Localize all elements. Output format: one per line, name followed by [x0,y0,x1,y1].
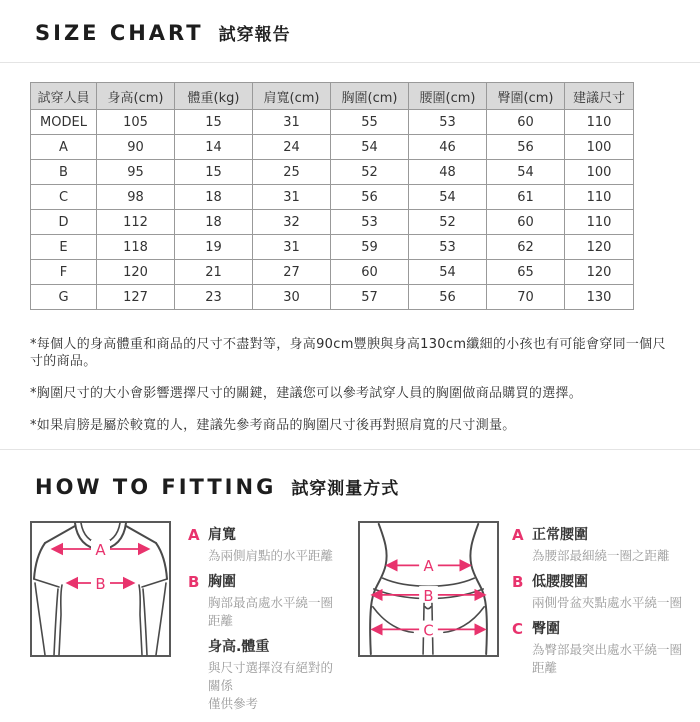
value-cell: 54 [409,260,487,285]
legend-body [208,574,343,630]
fitting-title [0,450,700,499]
legend-title: 臀圍 [532,621,560,637]
shirt-diagram [30,521,171,657]
value-cell: 24 [253,135,331,160]
value-cell: 19 [175,235,253,260]
size-table [30,82,634,310]
fitting-title-en: HOW TO FITTING [35,475,277,499]
size-chart-title [0,0,700,45]
legend-item [188,527,343,565]
value-cell: 120 [565,260,634,285]
value-cell: 52 [409,210,487,235]
legend-title: 低腰腰圍 [532,574,588,590]
legend-letter: A [188,526,200,544]
svg-text:C: C [423,622,434,640]
table-row [31,285,634,310]
tester-cell: E [31,235,97,260]
legend-body [208,639,343,713]
value-cell: 110 [565,210,634,235]
value-cell: 60 [487,210,565,235]
fitting-title-zh: 試穿測量方式 [291,479,400,499]
value-cell: 23 [175,285,253,310]
value-cell: 18 [175,185,253,210]
legend-description: 與尺寸選擇沒有絕對的關係 僅供參考 [208,660,334,711]
legend-description: 為腰部最細繞一圈之距離 [532,548,670,563]
value-cell: 90 [97,135,175,160]
value-cell: 25 [253,160,331,185]
legend-letter [188,639,208,713]
value-cell: 31 [253,235,331,260]
value-cell: 100 [565,160,634,185]
value-cell: 120 [97,260,175,285]
value-cell: 65 [487,260,565,285]
value-cell: 112 [97,210,175,235]
value-cell: 53 [331,210,409,235]
value-cell: 54 [331,135,409,160]
value-cell: 18 [175,210,253,235]
chest-width-arrow [68,574,133,593]
table-header-cell: 臀圍(cm) [487,83,565,110]
legend-description: 為兩側肩點的水平距離 [208,548,334,563]
footnotes [30,336,670,434]
value-cell: 31 [253,110,331,135]
legend-title: 身高.體重 [208,639,270,655]
tester-cell: MODEL [31,110,97,135]
legend-letter: C [512,620,524,638]
table-header-cell: 胸圍(cm) [331,83,409,110]
table-header-cell: 肩寬(cm) [253,83,331,110]
pants-diagram [358,521,499,657]
value-cell: 52 [331,160,409,185]
value-cell: 110 [565,185,634,210]
legend-description: 兩側骨盆夾點處水平繞一圈 [532,595,683,610]
value-cell: 70 [487,285,565,310]
value-cell: 110 [565,110,634,135]
value-cell: 14 [175,135,253,160]
value-cell: 54 [487,160,565,185]
svg-text:A: A [95,541,106,559]
legend-item [512,621,691,677]
table-row [31,210,634,235]
value-cell: 105 [97,110,175,135]
table-row [31,235,634,260]
legend-item [512,527,691,565]
value-cell: 127 [97,285,175,310]
footnote: *每個人的身高體重和商品的尺寸不盡對等，身高90cm豐腴與身高130cm纖細的小孩也有可能會穿同一個尺寸的商品。 [30,337,666,369]
value-cell: 61 [487,185,565,210]
tester-cell: D [31,210,97,235]
legend-letter: B [512,573,524,591]
value-cell: 60 [331,260,409,285]
legend-body [532,621,691,677]
fitting-diagrams-row [30,521,700,722]
value-cell: 98 [97,185,175,210]
value-cell: 46 [409,135,487,160]
value-cell: 15 [175,110,253,135]
value-cell: 53 [409,110,487,135]
divider-top [0,62,700,63]
legend-body [208,527,333,565]
value-cell: 27 [253,260,331,285]
pants-legend [499,521,691,686]
legend-body [532,574,682,612]
pants-illustration [360,523,497,655]
table-row [31,110,634,135]
value-cell: 62 [487,235,565,260]
table-row [31,135,634,160]
value-cell: 15 [175,160,253,185]
legend-title: 肩寬 [208,527,236,543]
value-cell: 53 [409,235,487,260]
table-header-cell: 體重(kg) [175,83,253,110]
svg-text:A: A [423,558,434,576]
size-chart-title-zh: 試穿報告 [218,25,291,45]
value-cell: 130 [565,285,634,310]
value-cell: 60 [487,110,565,135]
tester-cell: G [31,285,97,310]
value-cell: 21 [175,260,253,285]
shoulder-width-arrow [53,540,148,559]
svg-text:B: B [423,587,434,605]
value-cell: 56 [487,135,565,160]
value-cell: 59 [331,235,409,260]
legend-item [188,639,343,713]
value-cell: 31 [253,185,331,210]
value-cell: 57 [331,285,409,310]
value-cell: 54 [409,185,487,210]
tester-cell: B [31,160,97,185]
value-cell: 55 [331,110,409,135]
legend-title: 胸圍 [208,574,236,590]
tester-cell: C [31,185,97,210]
legend-body [532,527,670,565]
legend-description: 胸部最高處水平繞一圈距離 [208,595,334,628]
table-header-cell: 建議尺寸 [565,83,634,110]
shirt-legend [171,521,343,722]
svg-text:B: B [95,575,106,593]
shirt-illustration [32,523,169,655]
value-cell: 32 [253,210,331,235]
value-cell: 95 [97,160,175,185]
table-row [31,260,634,285]
value-cell: 30 [253,285,331,310]
table-header-cell: 腰圍(cm) [409,83,487,110]
table-row [31,160,634,185]
legend-letter: A [512,526,524,544]
value-cell: 48 [409,160,487,185]
value-cell: 56 [331,185,409,210]
table-header-cell: 身高(cm) [97,83,175,110]
legend-title: 正常腰圍 [532,527,588,543]
value-cell: 56 [409,285,487,310]
waist-arrow [388,556,470,575]
footnote: *胸圍尺寸的大小會影響選擇尺寸的關鍵，建議您可以參考試穿人員的胸圍做商品購買的選擇。 [30,386,583,401]
legend-description: 為臀部最突出處水平繞一圈距離 [532,642,683,675]
legend-letter: B [188,573,200,591]
table-row [31,185,634,210]
low-waist-arrow [373,586,484,605]
size-chart-title-en: SIZE CHART [35,21,204,45]
legend-item [512,574,691,612]
legend-item [188,574,343,630]
value-cell: 118 [97,235,175,260]
table-header-cell: 試穿人員 [31,83,97,110]
value-cell: 100 [565,135,634,160]
tester-cell: F [31,260,97,285]
value-cell: 120 [565,235,634,260]
footnote: *如果肩膀是屬於較寬的人，建議先參考商品的胸圍尺寸後再對照肩寬的尺寸測量。 [30,418,516,433]
tester-cell: A [31,135,97,160]
size-table-header-row [31,83,634,110]
